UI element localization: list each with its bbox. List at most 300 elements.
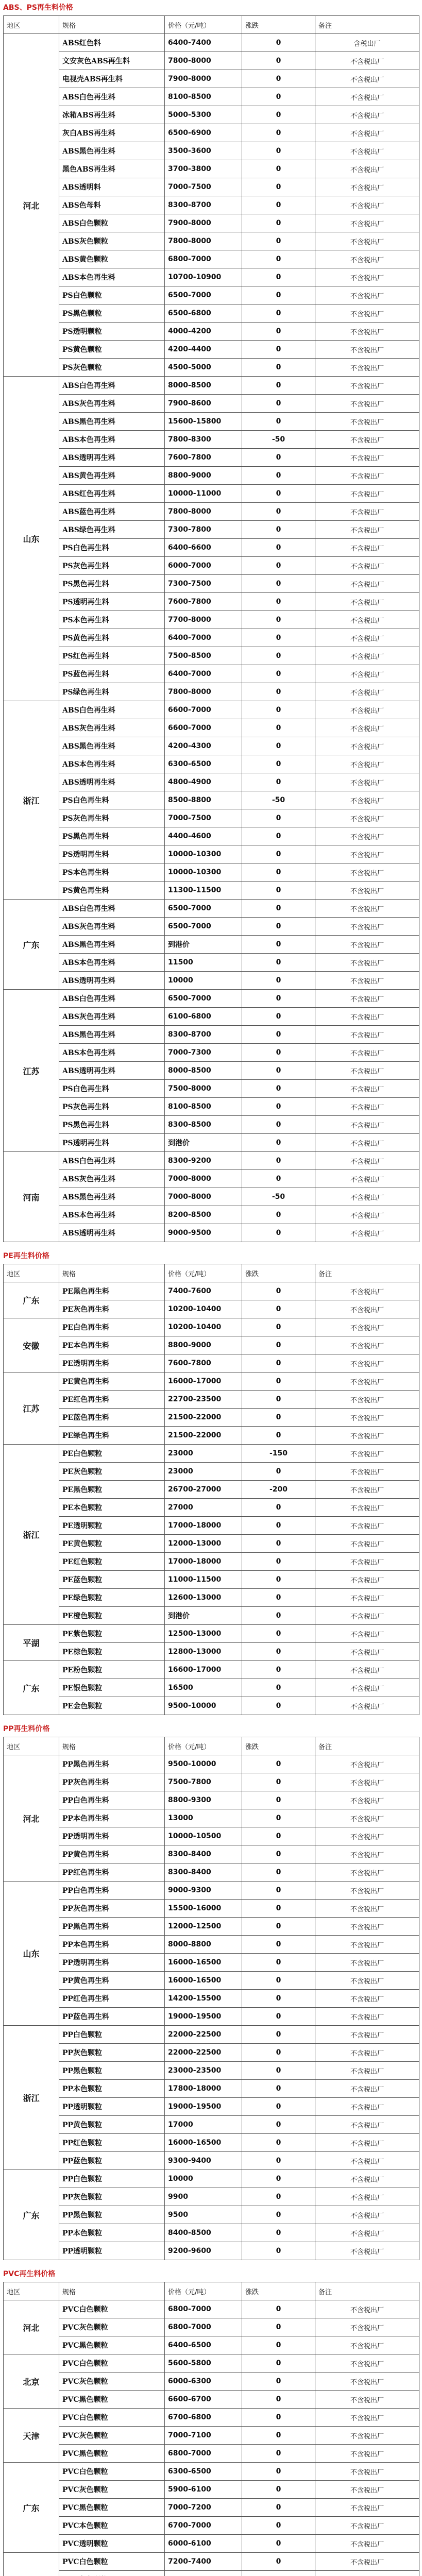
change-cell: 0 [242,2391,315,2409]
note-cell: 不含税出厂 [315,2062,419,2080]
note-cell: 不含税出厂 [315,323,419,341]
change-cell: 0 [242,1589,315,1607]
grade-cell: ABS透明料 [59,178,165,196]
price-cell: 3500-3600 [165,142,242,160]
price-cell: 17800-18000 [165,2080,242,2098]
price-cell: 8100-8500 [165,88,242,106]
grade-cell: ABS黑色再生料 [59,1026,165,1044]
grade-cell: ABS灰色再生料 [59,1170,165,1188]
change-cell: 0 [242,1026,315,1044]
change-cell: 0 [242,557,315,575]
price-cell: 10000 [165,972,242,990]
grade-cell: PP黑色颗粒 [59,2062,165,2080]
change-cell: 0 [242,1336,315,1354]
note-cell: 不含税出厂 [315,863,419,882]
note-cell: 不含税出厂 [315,755,419,773]
price-cell: 8500-8800 [165,791,242,809]
price-cell: 9500-10000 [165,1697,242,1715]
change-cell: 0 [242,413,315,431]
price-cell: 6600-7000 [165,701,242,719]
grade-cell: PP透明颗粒 [59,2242,165,2260]
change-cell [242,2571,315,2576]
grade-cell: PE绿色颗粒 [59,1589,165,1607]
grade-cell: PP白色再生料 [59,1882,165,1900]
note-cell: 不含税出厂 [315,2409,419,2427]
price-cell: 10000-11000 [165,485,242,503]
grade-cell: PS黄色再生料 [59,629,165,647]
grade-cell: PS透明再生料 [59,845,165,863]
price-cell: 3700-3800 [165,160,242,178]
note-cell: 不含税出厂 [315,268,419,286]
header-row [4,1737,419,1755]
price-cell: 6500-6900 [165,124,242,142]
grade-cell: PS白色再生料 [59,791,165,809]
change-cell: 0 [242,196,315,214]
change-cell: 0 [242,106,315,124]
region-cell: 广东 [4,1282,59,1318]
note-header: 备注 [315,16,419,34]
note-cell: 不含税出厂 [315,2080,419,2098]
table-row [4,286,419,304]
note-cell: 不含税出厂 [315,936,419,954]
table-row [4,2535,419,2553]
region-header: 地区 [4,16,59,34]
note-cell: 不含税出厂 [315,575,419,593]
price-cell: 16000-16500 [165,2134,242,2152]
table-row [4,2242,419,2260]
price-cell: 22700-23500 [165,1391,242,1409]
change-cell: 0 [242,304,315,323]
grade-cell: PP红色颗粒 [59,2134,165,2152]
change-cell: 0 [242,2224,315,2242]
grade-cell: ABS黑色再生料 [59,142,165,160]
table-row [4,377,419,395]
price-cell: 7700-8000 [165,611,242,629]
table-row [4,1643,419,1661]
change-cell: 0 [242,990,315,1008]
note-cell: 不含税出厂 [315,250,419,268]
note-cell: 不含税出厂 [315,1391,419,1409]
price-cell: 12000-12500 [165,1918,242,1936]
price-cell: 6800-7000 [165,2300,242,2318]
change-cell: 0 [242,1008,315,1026]
change-cell: 0 [242,2008,315,2026]
table-row [4,124,419,142]
grade-cell: PS灰色再生料 [59,557,165,575]
price-cell: 16000-16500 [165,1972,242,1990]
table-row [4,1697,419,1715]
table-row [4,972,419,990]
grade-cell: PS透明再生料 [59,1134,165,1152]
note-cell: 不含税出厂 [315,2300,419,2318]
change-cell: 0 [242,2188,315,2206]
table-row [4,413,419,431]
table-row [4,1535,419,1553]
grade-cell: ABS白色再生料 [59,377,165,395]
change-cell: 0 [242,845,315,863]
table-row [4,232,419,250]
table-row [4,2008,419,2026]
table-row [4,1863,419,1882]
change-cell: 0 [242,2445,315,2463]
grade-cell: PS白色颗粒 [59,286,165,304]
change-cell: 0 [242,1773,315,1791]
table-row [4,719,419,737]
region-cell: 河北 [4,2300,59,2354]
note-cell: 不含税出厂 [315,1188,419,1206]
note-cell: 不含税出厂 [315,719,419,737]
grade-cell: 灰白ABS再生料 [59,124,165,142]
grade-cell: ABS透明再生料 [59,1062,165,1080]
table-row [4,2517,419,2535]
grade-cell: PS白色再生料 [59,1080,165,1098]
table-row [4,196,419,214]
table-row [4,611,419,629]
change-header: 涨跌 [242,1737,315,1755]
grade-cell: PVC黑色颗粒 [59,2445,165,2463]
change-cell: 0 [242,1391,315,1409]
change-cell: 0 [242,341,315,359]
change-cell: 0 [242,1300,315,1318]
note-cell: 不含税出厂 [315,1152,419,1170]
price-cell: 9200-9600 [165,2242,242,2260]
note-cell: 不含税出厂 [315,1354,419,1372]
table-row [4,2134,419,2152]
price-cell: 11000-11500 [165,1571,242,1589]
grade-cell: ABS透明再生料 [59,449,165,467]
region-header: 地区 [4,1737,59,1755]
table-row [4,629,419,647]
grade-cell: 黑色ABS再生料 [59,160,165,178]
price-cell: 26700-27000 [165,1481,242,1499]
grade-cell: ABS白色再生料 [59,88,165,106]
region-cell: 广东 [4,2463,59,2553]
price-cell: 10700-10900 [165,268,242,286]
change-cell: 0 [242,1499,315,1517]
price-cell: 15500-16000 [165,1900,242,1918]
note-cell: 不含税出厂 [315,2170,419,2188]
note-cell: 不含税出厂 [315,2242,419,2260]
note-cell: 不含税出厂 [315,1900,419,1918]
grade-cell: PE银色颗粒 [59,1679,165,1697]
grade-cell: PP本色再生料 [59,1936,165,1954]
price-cell: 7800-8000 [165,52,242,70]
grade-cell: ABS本色再生料 [59,431,165,449]
region-cell: 江苏 [4,990,59,1152]
table-row [4,1134,419,1152]
price-cell: 22000-22500 [165,2026,242,2044]
note-cell: 不含税出厂 [315,2188,419,2206]
grade-cell: ABS黑色再生料 [59,737,165,755]
price-cell: 5000-5300 [165,106,242,124]
change-cell: 0 [242,2300,315,2318]
grade-cell: ABS灰色再生料 [59,395,165,413]
note-cell: 不含税出厂 [315,1755,419,1773]
change-cell: 0 [242,88,315,106]
price-cell: 12600-13000 [165,1589,242,1607]
note-cell: 不含税出厂 [315,160,419,178]
table-row [4,304,419,323]
change-cell: 0 [242,1607,315,1625]
change-cell: 0 [242,2336,315,2354]
table-row [4,863,419,882]
note-cell: 不含税出厂 [315,1481,419,1499]
grade-cell: PP黄色再生料 [59,1972,165,1990]
note-cell: 不含税出厂 [315,2336,419,2354]
table-row [4,827,419,845]
grade-cell: 冰箱ABS再生料 [59,106,165,124]
price-cell: 16600-17000 [165,1661,242,1679]
change-cell: 0 [242,2535,315,2553]
price-cell: 17000-18000 [165,1553,242,1571]
price-cell: 7000-8000 [165,1170,242,1188]
price-cell: 到港价 [165,1607,242,1625]
price-section [0,0,422,1248]
grade-cell: PVC灰色颗粒 [59,2372,165,2391]
grade-cell: ABS本色再生料 [59,954,165,972]
price-cell: 7500-7800 [165,1773,242,1791]
note-cell: 不含税出厂 [315,1625,419,1643]
change-cell: 0 [242,1170,315,1188]
note-cell: 不含税出厂 [315,1571,419,1589]
change-cell: 0 [242,1152,315,1170]
grade-header: 规格 [59,2282,165,2300]
table-row [4,845,419,863]
note-cell: 不含税出厂 [315,809,419,827]
price-cell: 13000 [165,1809,242,1827]
table-row [4,2044,419,2062]
note-cell: 不含税出厂 [315,1918,419,1936]
table-row [4,1318,419,1336]
region-cell: 广东 [4,900,59,990]
table-row [4,1062,419,1080]
note-header: 备注 [315,1737,419,1755]
note-cell: 不含税出厂 [315,1679,419,1697]
grade-cell: PP蓝色颗粒 [59,2152,165,2170]
table-row [4,683,419,701]
table-row [4,1409,419,1427]
table-row [4,1300,419,1318]
note-cell: 不含税出厂 [315,665,419,683]
change-cell: 0 [242,2553,315,2571]
price-cell: 9300-9400 [165,2152,242,2170]
change-cell: 0 [242,863,315,882]
section-gap [0,1715,422,1721]
table-row [4,1589,419,1607]
note-cell: 不含税出厂 [315,2481,419,2499]
grade-cell: PS黑色颗粒 [59,304,165,323]
table-row [4,2336,419,2354]
price-cell: 8300-8700 [165,196,242,214]
price-cell: 6000-6300 [165,2372,242,2391]
region-cell: 广东 [4,1661,59,1715]
section-title: ABS、PS再生料价格 [3,4,73,12]
change-cell: 0 [242,936,315,954]
table-row [4,2499,419,2517]
grade-cell: PS蓝色再生料 [59,665,165,683]
note-cell: 不含税出厂 [315,629,419,647]
change-cell: 0 [242,142,315,160]
section-gap [0,2260,422,2266]
price-cell: 6600-6700 [165,2391,242,2409]
price-cell: 21500-22000 [165,1409,242,1427]
change-cell: 0 [242,377,315,395]
price-cell: 5600-5800 [165,2354,242,2372]
change-cell: 0 [242,1679,315,1697]
note-cell: 不含税出厂 [315,70,419,88]
change-header: 涨跌 [242,16,315,34]
change-cell: 0 [242,1791,315,1809]
price-cell: 6300-6500 [165,755,242,773]
note-cell: 不含税出厂 [315,557,419,575]
price-cell: 10200-10400 [165,1300,242,1318]
table-row [4,1882,419,1900]
table-row [4,882,419,900]
price-cell: 7000-8000 [165,1188,242,1206]
price-cell: 6700-7000 [165,2517,242,2535]
table-row [4,1571,419,1589]
price-cell: 4400-4600 [165,827,242,845]
table-row [4,936,419,954]
note-cell: 不含税出厂 [315,773,419,791]
note-cell: 不含税出厂 [315,791,419,809]
grade-cell: ABS灰色颗粒 [59,232,165,250]
price-header: 价格（元/吨） [165,16,242,34]
price-cell: 7600-7800 [165,449,242,467]
price-cell: 8300-9200 [165,1152,242,1170]
grade-cell: PP灰色颗粒 [59,2044,165,2062]
price-cell: 17000-18000 [165,1517,242,1535]
table-row [4,2206,419,2224]
region-cell: 河北 [4,1755,59,1882]
grade-cell: PE棕色颗粒 [59,1643,165,1661]
section-title: PE再生料价格 [3,1252,49,1260]
price-cell: 8200-8500 [165,1206,242,1224]
grade-cell: PE黄色再生料 [59,1372,165,1391]
table-row [4,1080,419,1098]
change-cell: 0 [242,286,315,304]
change-cell: 0 [242,1697,315,1715]
change-cell: 0 [242,1427,315,1445]
table-row [4,2445,419,2463]
note-cell: 不含税出厂 [315,2499,419,2517]
grade-cell: PP透明颗粒 [59,2098,165,2116]
change-cell: 0 [242,809,315,827]
table-row [4,1116,419,1134]
note-cell: 不含税出厂 [315,683,419,701]
note-cell: 不含税出厂 [315,2026,419,2044]
change-cell: 0 [242,1517,315,1535]
grade-cell: PE白色再生料 [59,1318,165,1336]
note-cell: 不含税出厂 [315,413,419,431]
table-row [4,1026,419,1044]
change-header: 涨跌 [242,2282,315,2300]
grade-cell: PVC本色颗粒 [59,2517,165,2535]
note-cell: 不含税出厂 [315,611,419,629]
change-cell: 0 [242,2098,315,2116]
price-cell: 27000 [165,1499,242,1517]
table-row [4,2098,419,2116]
region-cell: 山东 [4,1882,59,2026]
change-cell: 0 [242,737,315,755]
table-row [4,214,419,232]
table-row [4,160,419,178]
note-cell: 不含税出厂 [315,2044,419,2062]
table-row [4,1755,419,1773]
change-cell: 0 [242,1643,315,1661]
note-cell: 不含税出厂 [315,341,419,359]
change-cell: 0 [242,521,315,539]
table-row [4,2170,419,2188]
grade-cell: PVC黑色颗粒 [59,2499,165,2517]
table-row [4,2116,419,2134]
note-cell [315,2571,419,2576]
table-row [4,647,419,665]
price-cell: 6300-6500 [165,2463,242,2481]
grade-cell: PVC白色颗粒 [59,2463,165,2481]
price-cell: 6500-7000 [165,918,242,936]
grade-cell: PP黄色再生料 [59,1845,165,1863]
grade-cell: PS绿色再生料 [59,683,165,701]
change-cell: 0 [242,2206,315,2224]
note-cell: 不含税出厂 [315,1170,419,1188]
change-cell: 0 [242,1809,315,1827]
change-cell: 0 [242,2354,315,2372]
price-cell: 10000-10500 [165,1827,242,1845]
change-cell: 0 [242,683,315,701]
price-section [0,1248,422,1721]
price-cell: 6800-7000 [165,2445,242,2463]
change-cell: 0 [242,1553,315,1571]
price-header: 价格（元/吨） [165,1737,242,1755]
price-cell: 8800-9000 [165,467,242,485]
price-table [3,1737,419,2260]
grade-cell: PP白色颗粒 [59,2026,165,2044]
section-title: PP再生料价格 [3,1725,50,1733]
price-cell: 8100-8500 [165,1098,242,1116]
grade-cell: ABS黑色再生料 [59,413,165,431]
table-row [4,954,419,972]
table-row [4,1918,419,1936]
region-cell: 浙江 [4,1445,59,1625]
table-row [4,1972,419,1990]
note-cell: 不含税出厂 [315,1643,419,1661]
price-cell: 6600-7000 [165,719,242,737]
table-row [4,341,419,359]
header-row [4,1264,419,1282]
note-cell: 不含税出厂 [315,106,419,124]
note-cell: 不含税出厂 [315,196,419,214]
grade-cell: ABS绿色再生料 [59,521,165,539]
table-row [4,1936,419,1954]
table-row [4,1206,419,1224]
note-cell: 不含税出厂 [315,737,419,755]
grade-cell: PP透明再生料 [59,1827,165,1845]
grade-header: 规格 [59,1737,165,1755]
note-cell: 不含税出厂 [315,1809,419,1827]
price-cell: 4000-4200 [165,323,242,341]
grade-cell: ABS蓝色再生料 [59,503,165,521]
grade-cell: ABS红色料 [59,34,165,52]
grade-cell: PP白色颗粒 [59,2170,165,2188]
note-cell: 不含税出厂 [315,377,419,395]
price-cell: 7000-7200 [165,2499,242,2517]
note-cell: 不含税出厂 [315,845,419,863]
note-cell: 不含税出厂 [315,431,419,449]
note-cell: 不含税出厂 [315,1445,419,1463]
table-row [4,737,419,755]
table-row [4,1224,419,1242]
